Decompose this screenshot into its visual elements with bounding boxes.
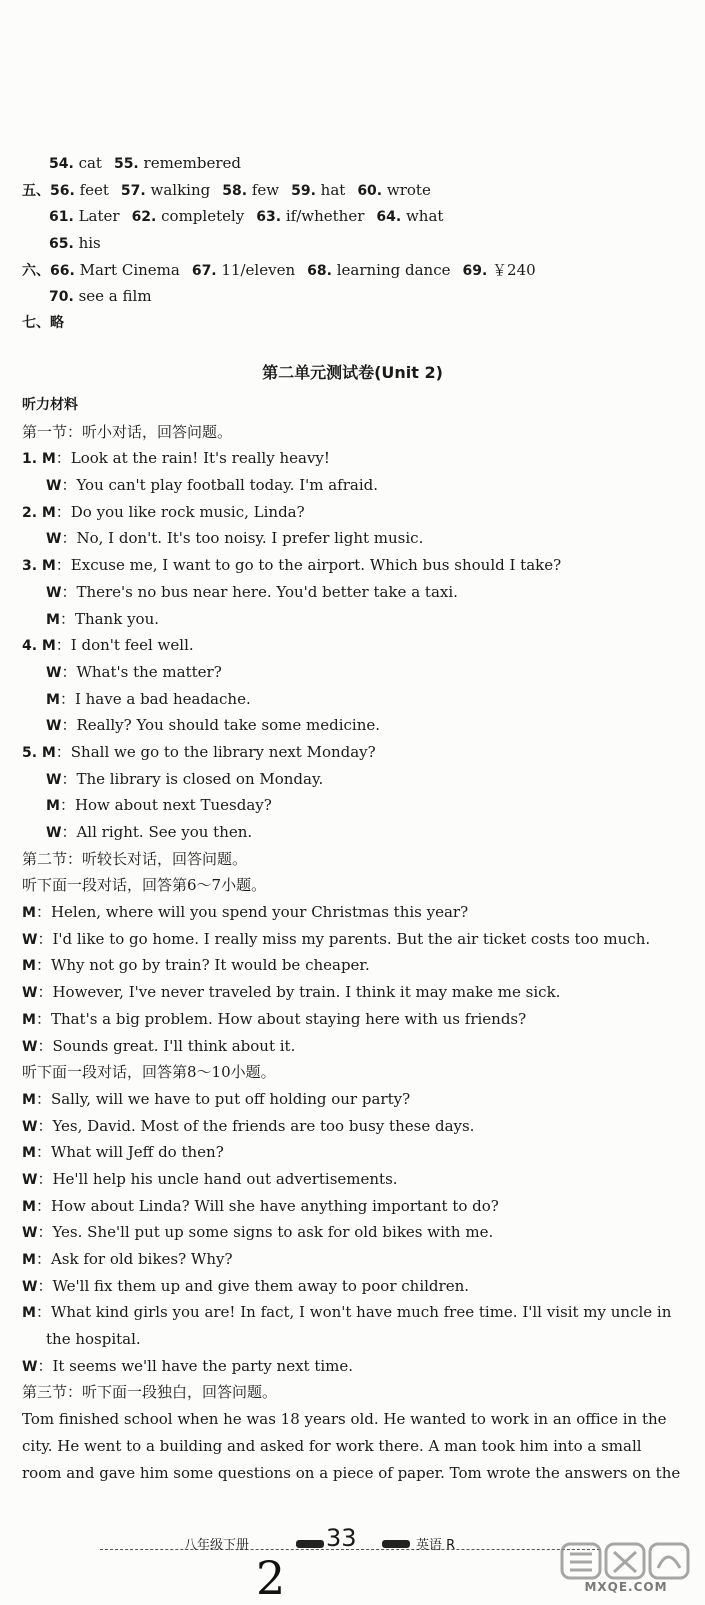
page-footer [100, 1524, 600, 1556]
item-answer: hat [315, 180, 346, 199]
utterance: ：I don't feel well. [55, 636, 194, 655]
dialogue-line [22, 1086, 687, 1113]
speaker: W [22, 1225, 38, 1242]
dialogue-line [22, 766, 687, 793]
item-answer: cat [73, 154, 102, 172]
part-heading: 第三节：听下面一段独白，回答问题。 [22, 1383, 278, 1402]
watermark-text: MXQE.COM [584, 1580, 668, 1594]
item-answer: what [401, 207, 444, 226]
utterance: ：You can't play football today. I'm afraid. [61, 476, 379, 495]
speaker: M [22, 1091, 36, 1108]
dialogue-line [22, 525, 687, 552]
speaker: M [22, 1145, 36, 1162]
answer-line: 七、略 [22, 315, 64, 332]
item-number: 70. [49, 289, 74, 306]
item-number: 62. [131, 209, 157, 226]
speaker: W [22, 985, 38, 1002]
part-heading: 第二节：听较长对话，回答问题。 [22, 849, 248, 868]
utterance: ：I'd like to go home. I really miss my parents. But the air ticket costs too much. [37, 929, 651, 948]
item-number: 57. [120, 182, 146, 199]
item-number: 64. [376, 209, 402, 226]
utterance: ：Do you like rock music, Linda? [55, 502, 305, 521]
item-number: 67. [191, 262, 217, 279]
utterance: ：The library is closed on Monday. [61, 769, 324, 788]
dialogue-line [22, 1299, 687, 1326]
speaker: W [22, 1358, 38, 1375]
item-answer: learning dance [331, 260, 451, 279]
question-number: 2. [22, 504, 38, 521]
dialogue-line [22, 686, 687, 713]
page-number: 33 [326, 1524, 357, 1552]
item-number: 59. [291, 182, 316, 199]
dialogue-line [22, 552, 687, 579]
utterance: ：Shall we go to the library next Monday? [55, 742, 376, 761]
monologue-line: Tom finished school when he was 18 years old. He wanted to work in an office in the [22, 1410, 667, 1429]
dialogue-line [22, 1033, 687, 1060]
item-answer: wrote [382, 180, 431, 199]
utterance: ：However, I've never traveled by train. I think it may make me sick. [37, 983, 561, 1002]
item-answer: if/whether [281, 207, 365, 226]
answer-line [22, 203, 687, 230]
utterance: ：We'll fix them up and give them away to poor children. [37, 1276, 470, 1295]
speaker: M [22, 1252, 36, 1268]
speaker: M [46, 798, 60, 815]
item-number: 69. [462, 262, 488, 279]
dialogue-line [22, 739, 687, 766]
item-answer: Mart Cinema [74, 260, 180, 279]
item-number: 58. [222, 182, 248, 199]
dialogue-line [22, 606, 687, 633]
item-answer: Later [73, 207, 120, 226]
answer-block [22, 150, 687, 337]
speaker: M [41, 504, 56, 521]
speaker: M [41, 744, 56, 761]
dialogue-line [22, 499, 687, 526]
item-answer: 11/eleven [216, 260, 296, 279]
utterance: ：Why not go by train? It would be cheaper. [35, 956, 370, 975]
utterance: ：What's the matter? [61, 662, 222, 681]
section-marker: 六、 [22, 262, 50, 279]
item-answer: see a film [73, 287, 152, 306]
utterance: ：No, I don't. It's too noisy. I prefer light music. [61, 529, 424, 548]
section-title: 第二单元测试卷(Unit 2) [262, 363, 443, 382]
monologue-line: room and gave him some questions on a piece of paper. Tom wrote the answers on the [22, 1463, 681, 1482]
question-number: 5. [22, 744, 38, 761]
item-answer: remembered [138, 154, 242, 172]
utterance: ：There's no bus near here. You'd better take a taxi. [61, 582, 458, 601]
utterance: ：Helen, where will you spend your Christmas this year? [35, 903, 469, 922]
utterance: ：Really? You should take some medicine. [61, 716, 381, 735]
utterance: ：All right. See you then. [61, 823, 253, 841]
item-number: 65. [49, 236, 74, 253]
item-answer: walking [145, 180, 211, 199]
dialogue-line [22, 926, 687, 953]
speaker: M [22, 958, 36, 975]
speaker: M [41, 638, 56, 655]
speaker: M [22, 1305, 36, 1322]
dialogue-line [22, 1273, 687, 1300]
utterance: ：How about next Tuesday? [59, 796, 272, 815]
footer-subject: 英语 R [416, 1538, 456, 1553]
item-answer: feet [74, 180, 109, 199]
dialogue-line [22, 952, 687, 979]
dialogue-line [22, 1246, 687, 1273]
speaker: W [46, 664, 62, 681]
speaker: W [46, 771, 62, 788]
dialogue-line [22, 1166, 687, 1193]
conversation-heading: 听下面一段对话，回答第8～10小题。 [22, 1063, 276, 1082]
dialogue-line [22, 1353, 687, 1380]
dialogue-line [22, 979, 687, 1006]
dialogue-line [22, 792, 687, 819]
footer-grade: 八年级下册 [184, 1538, 250, 1553]
dialogue-line [22, 712, 687, 739]
item-answer: few [247, 180, 280, 199]
speaker: W [22, 1118, 38, 1135]
dialogue-line [22, 819, 687, 846]
speaker: M [22, 905, 36, 922]
dialogue-line [22, 472, 687, 499]
footer-ornament-right-icon [382, 1540, 410, 1548]
handwritten-number: 2 [256, 1551, 286, 1605]
dialogue-line [22, 1113, 687, 1140]
item-number: 63. [256, 209, 282, 226]
monologue-line: city. He went to a building and asked for work there. A man took him into a small [22, 1436, 642, 1455]
part-heading: 第一节：听小对话，回答问题。 [22, 422, 233, 441]
speaker: W [46, 531, 62, 548]
utterance: ：How about Linda? Will she have anything important to do? [35, 1196, 499, 1215]
speaker: M [41, 558, 56, 575]
utterance: ：Sounds great. I'll think about it. [37, 1036, 296, 1055]
speaker: W [46, 718, 62, 735]
item-number: 66. [50, 262, 75, 279]
speaker: M [22, 1011, 36, 1028]
dialogue-line [22, 1326, 687, 1353]
utterance: ：Yes. She'll put up some signs to ask for old bikes with me. [37, 1223, 494, 1242]
footer-ornament-left-icon [296, 1540, 324, 1548]
question-number: 4. [22, 638, 38, 655]
dialogue-line [22, 899, 687, 926]
utterance: ：Excuse me, I want to go to the airport. Which bus should I take? [55, 556, 562, 575]
question-number: 3. [22, 558, 38, 575]
utterance: ：What kind girls you are! In fact, I won't have much free time. I'll visit my uncle in [35, 1303, 672, 1322]
dialogue-line [22, 659, 687, 686]
utterance: ：He'll help his uncle hand out advertisements. [37, 1169, 398, 1188]
question-number: 1. [22, 451, 38, 468]
utterance: ：Yes, David. Most of the friends are too busy these days. [37, 1116, 475, 1135]
utterance: ：Sally, will we have to put off holding our party? [35, 1089, 411, 1108]
speaker: W [22, 931, 38, 948]
speaker: W [46, 825, 62, 841]
speaker: W [46, 478, 62, 495]
dialogue-line [22, 445, 687, 472]
answer-line [22, 150, 687, 177]
dialogue-line [22, 632, 687, 659]
dialogue-line [22, 1006, 687, 1033]
utterance: ：What will Jeff do then? [35, 1143, 224, 1162]
item-answer: ￥240 [487, 260, 536, 279]
item-number: 60. [357, 182, 383, 199]
utterance: ：Thank you. [59, 609, 159, 628]
speaker: M [22, 1198, 36, 1215]
answer-line [22, 177, 687, 204]
item-number: 54. [49, 156, 74, 172]
answer-line [22, 257, 687, 284]
item-number: 56. [50, 182, 75, 199]
speaker: M [46, 611, 60, 628]
utterance: ：I have a bad headache. [59, 689, 251, 708]
item-number: 61. [49, 209, 74, 226]
dialogue-line [22, 579, 687, 606]
item-answer: his [73, 234, 101, 253]
utterance: the hospital. [46, 1330, 141, 1349]
speaker: W [46, 584, 62, 601]
utterance: ：Ask for old bikes? Why? [35, 1250, 233, 1268]
speaker: W [22, 1038, 38, 1055]
dialogue-line [22, 1193, 687, 1220]
utterance: ：Look at the rain! It's really heavy! [55, 449, 330, 468]
section-marker: 五、 [22, 182, 50, 199]
listening-heading: 听力材料 [22, 397, 78, 413]
utterance: ：That's a big problem. How about staying here with us friends? [35, 1009, 527, 1028]
conversation-heading: 听下面一段对话，回答第6～7小题。 [22, 876, 267, 895]
item-answer: completely [156, 207, 245, 226]
answer-line [22, 283, 687, 310]
utterance: ：It seems we'll have the party next time. [37, 1356, 354, 1375]
dialogue-line [22, 1139, 687, 1166]
listening-block [22, 392, 687, 1486]
item-number: 55. [113, 156, 139, 172]
speaker: M [41, 451, 56, 468]
speaker: M [46, 691, 60, 708]
answer-line [22, 230, 687, 257]
dialogue-line [22, 1219, 687, 1246]
item-number: 68. [307, 262, 332, 279]
speaker: W [22, 1278, 38, 1295]
speaker: W [22, 1171, 38, 1188]
